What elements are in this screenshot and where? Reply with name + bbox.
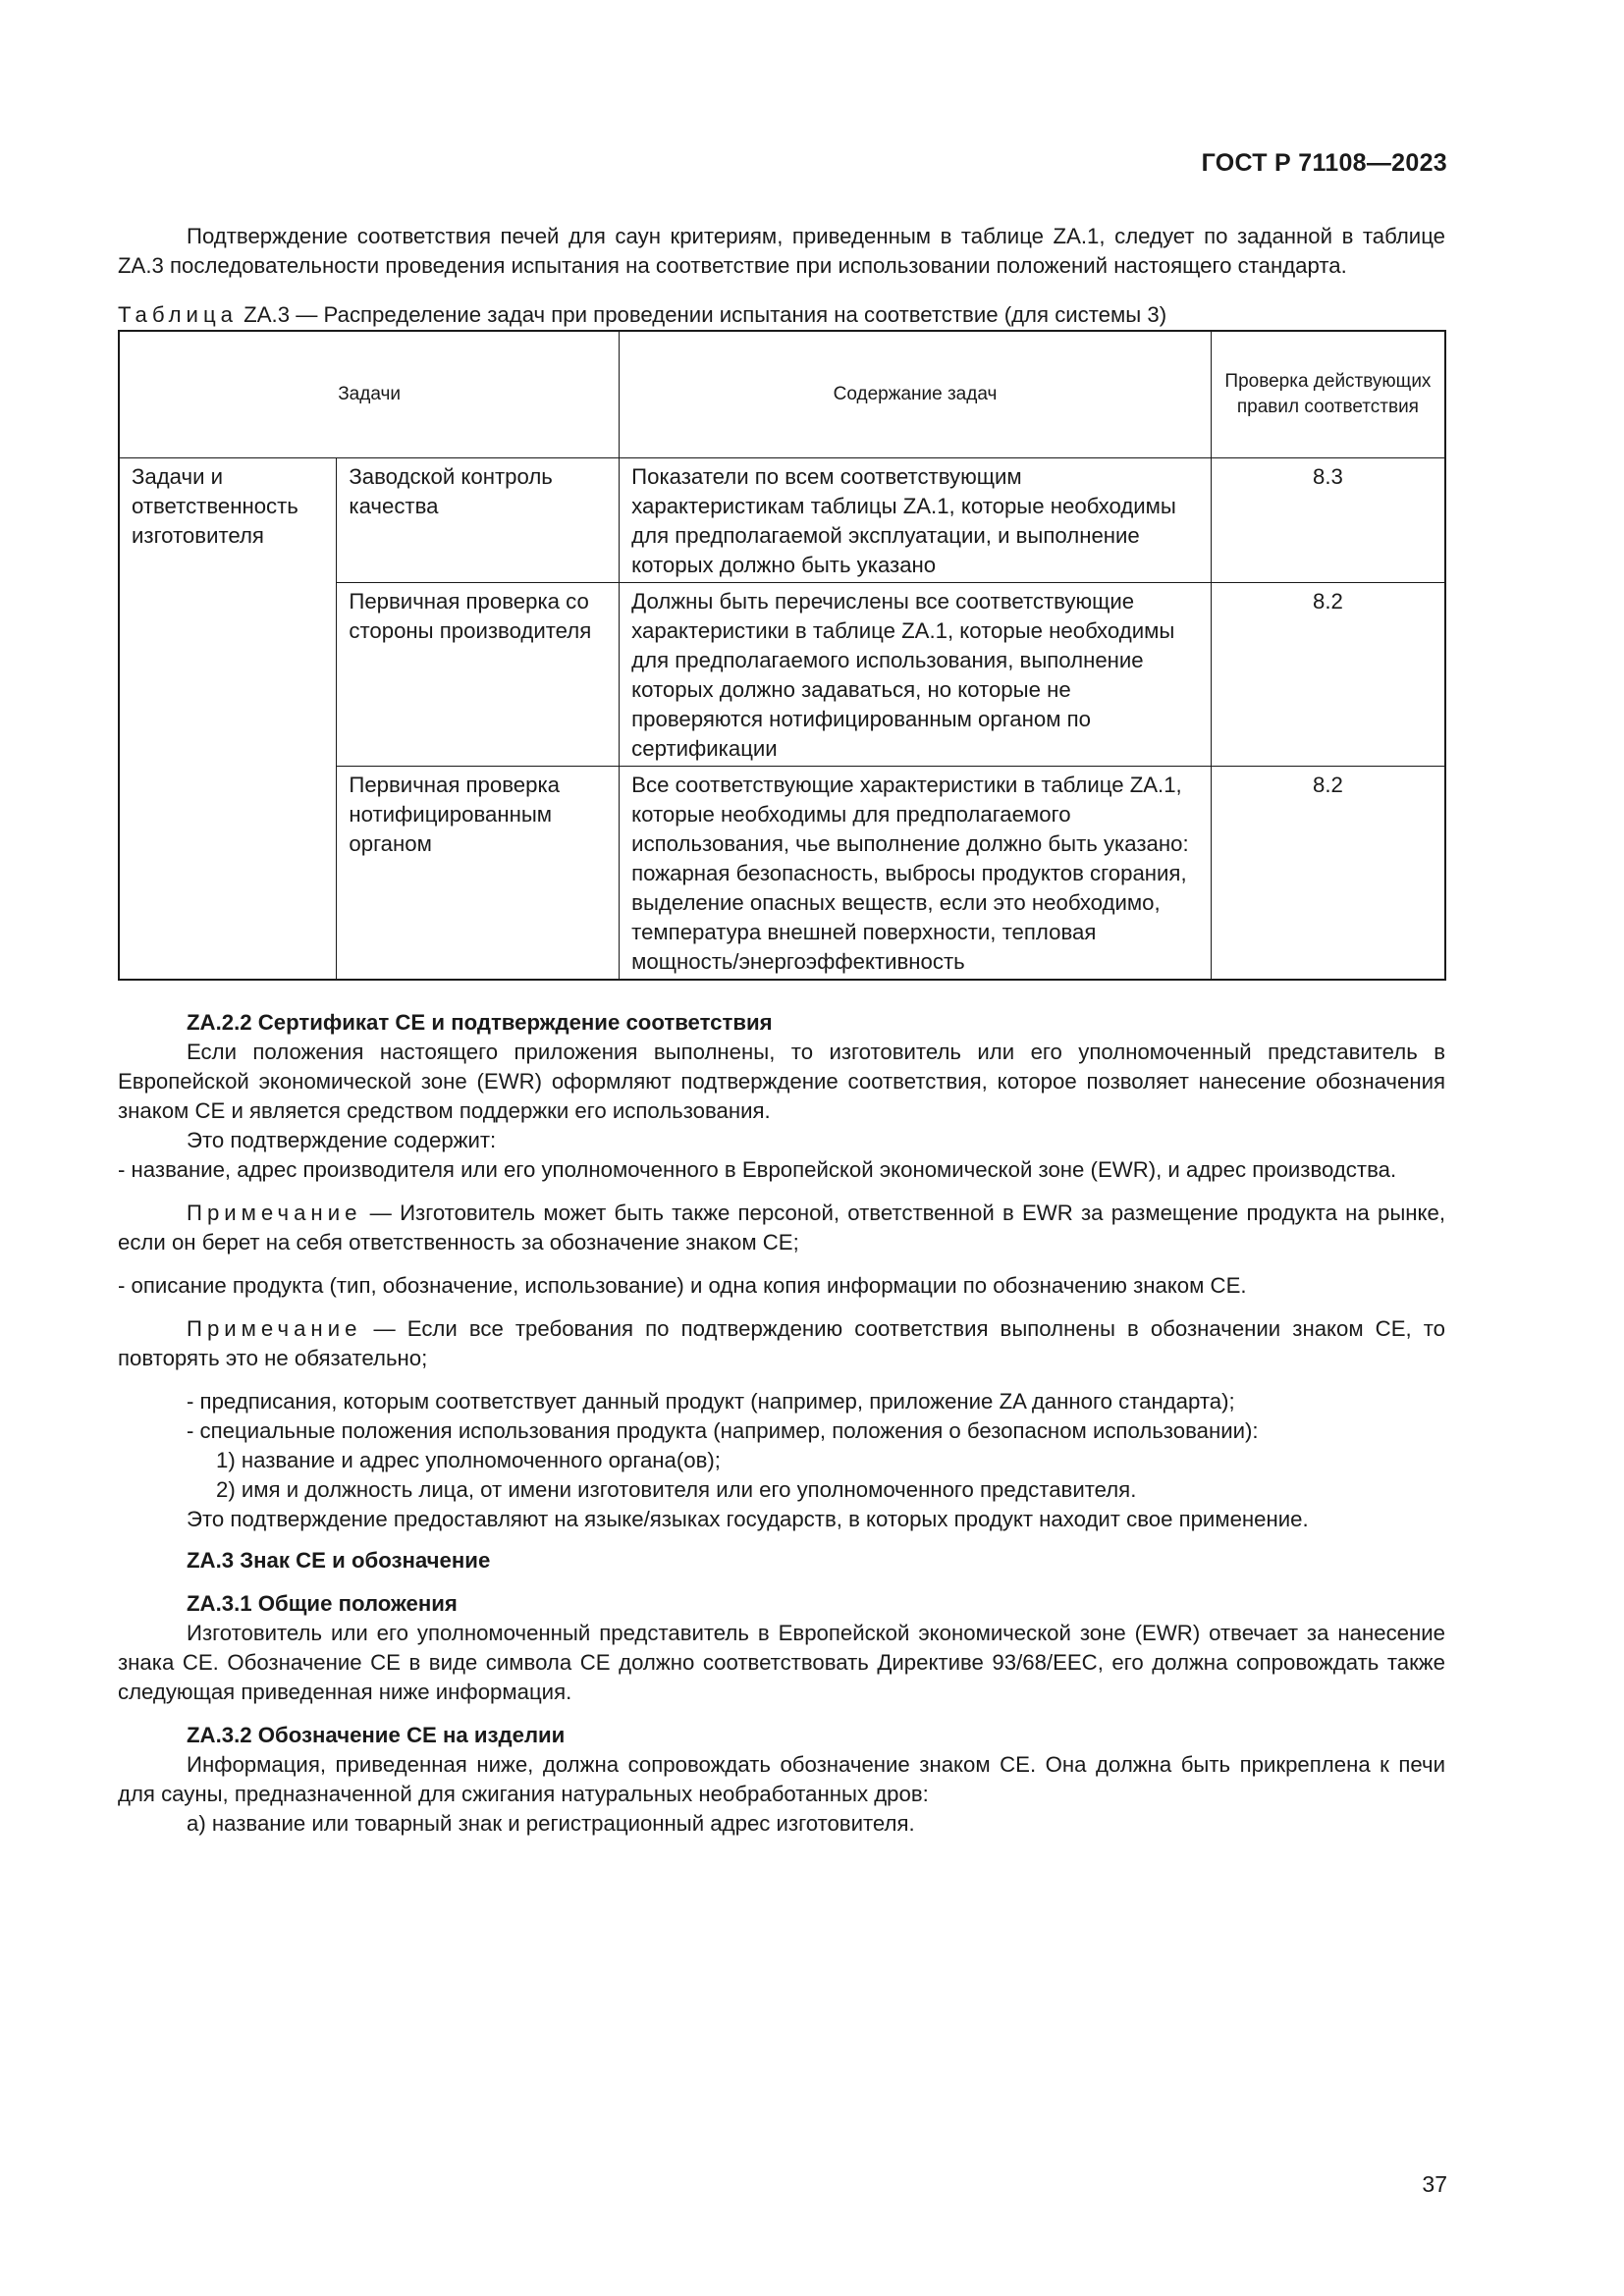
- task-cell: Первичная проверка со стороны производителя: [337, 583, 620, 767]
- content-cell: Показатели по всем соответствующим характеристикам таблицы ZA.1, которые необходимы для предполагаемой эксплуатации, и выполнение которых должно быть указано: [620, 458, 1212, 583]
- note-label: Примечание: [187, 1201, 362, 1225]
- tasks-table: [118, 330, 1446, 981]
- note-label: Примечание: [187, 1316, 362, 1341]
- sub-item-1: 1) название и адрес уполномоченного органа(ов);: [216, 1448, 721, 1472]
- row-group-manufacturer: Задачи и ответственность изготовителя: [119, 458, 337, 981]
- note-1: [118, 1199, 1445, 1257]
- task-cell: Первичная проверка нотифицированным органом: [337, 767, 620, 981]
- section-za22-contains: Это подтверждение содержит:: [187, 1128, 497, 1152]
- note-2: [118, 1314, 1445, 1373]
- ref-cell: 8.2: [1211, 583, 1445, 767]
- standard-code-header: ГОСТ Р 71108—2023: [1201, 149, 1447, 177]
- section-za32-title: ZA.3.2 Обозначение CE на изделии: [187, 1723, 566, 1747]
- table-caption-label: Таблица: [118, 302, 238, 327]
- section-za31-title: ZA.3.1 Общие положения: [187, 1591, 458, 1616]
- content-cell: Все соответствующие характеристики в таблице ZA.1, которые необходимы для предполагаемого использования, чье выполнение должно быть указано: пожарная безопасность, выбросы продуктов сгорания, выделение опасных веществ, если это необходимо, температура внешней поверхности, тепловая мощность/энергоэффективность: [620, 767, 1212, 981]
- table-caption: [118, 300, 1445, 330]
- ref-cell: 8.2: [1211, 767, 1445, 981]
- section-za22-closing: Это подтверждение предоставляют на языке/языках государств, в которых продукт находит свое применение.: [187, 1507, 1309, 1531]
- note-2-text: — Если все требования по подтверждению соответствия выполнены в обозначении знаком CE, то повторять это не обязательно;: [118, 1316, 1445, 1370]
- list-item-a: а) название или товарный знак и регистрационный адрес изготовителя.: [187, 1811, 915, 1836]
- section-za32-paragraph: Информация, приведенная ниже, должна сопровождать обозначение знаком CE. Она должна быть прикреплена к печи для сауны, предназначенной для сжигания натуральных необработанных дров:: [118, 1752, 1445, 1806]
- section-za22-paragraph: Если положения настоящего приложения выполнены, то изготовитель или его уполномоченный представитель в Европейской экономической зоне (EWR) оформляют подтверждение соответствия, которое позволяет нанесение обозначения знаком CE и является средством поддержки его использования.: [118, 1040, 1445, 1123]
- section-za22-title: ZA.2.2 Сертификат CE и подтверждение соответствия: [187, 1010, 773, 1035]
- header-content: Содержание задач: [620, 331, 1212, 458]
- list-item-regulations: - предписания, которым соответствует данный продукт (например, приложение ZA данного стандарта);: [187, 1389, 1235, 1414]
- section-za31-paragraph: Изготовитель или его уполномоченный представитель в Европейской экономической зоне (EWR) отвечает за нанесение знака CE. Обозначение CE в виде символа CE должно соответствовать Директиве 93/68/EEC, его должна сопровождать также следующая приведенная ниже информация.: [118, 1621, 1445, 1704]
- sub-item-2: 2) имя и должность лица, от имени изготовителя или его уполномоченного представителя.: [216, 1477, 1137, 1502]
- table-row: [119, 458, 1445, 583]
- ref-cell: 8.3: [1211, 458, 1445, 583]
- page-number: 37: [1422, 2171, 1447, 2197]
- list-item-special-provisions: - специальные положения использования продукта (например, положения о безопасном использовании):: [187, 1418, 1259, 1443]
- intro-paragraph: Подтверждение соответствия печей для саун критериям, приведенным в таблице ZA.1, следует по заданной в таблице ZA.3 последовательности проведения испытания на соответствие при использовании положений настоящего стандарта.: [118, 224, 1445, 278]
- list-item-name-address: - название, адрес производителя или его уполномоченного в Европейской экономической зоне (EWR), и адрес производства.: [118, 1157, 1397, 1182]
- content-cell: Должны быть перечислены все соответствующие характеристики в таблице ZA.1, которые необходимы для предполагаемого использования, выполнение которых должно задаваться, но которые не проверяются нотифицированным органом по сертификации: [620, 583, 1212, 767]
- task-cell: Заводской контроль качества: [337, 458, 620, 583]
- page-content: [118, 222, 1445, 1839]
- table-header-row: [119, 331, 1445, 458]
- note-1-text: — Изготовитель может быть также персоной, ответственной в EWR за размещение продукта на рынке, если он берет на себя ответственность за обозначение знаком CE;: [118, 1201, 1445, 1255]
- header-verification: Проверка действующих правил соответствия: [1211, 331, 1445, 458]
- section-za3-title: ZA.3 Знак CE и обозначение: [187, 1548, 491, 1573]
- table-caption-text: ZA.3 — Распределение задач при проведении испытания на соответствие (для системы 3): [244, 302, 1167, 327]
- list-item-description: - описание продукта (тип, обозначение, использование) и одна копия информации по обозначению знаком CE.: [118, 1273, 1247, 1298]
- header-tasks: Задачи: [119, 331, 620, 458]
